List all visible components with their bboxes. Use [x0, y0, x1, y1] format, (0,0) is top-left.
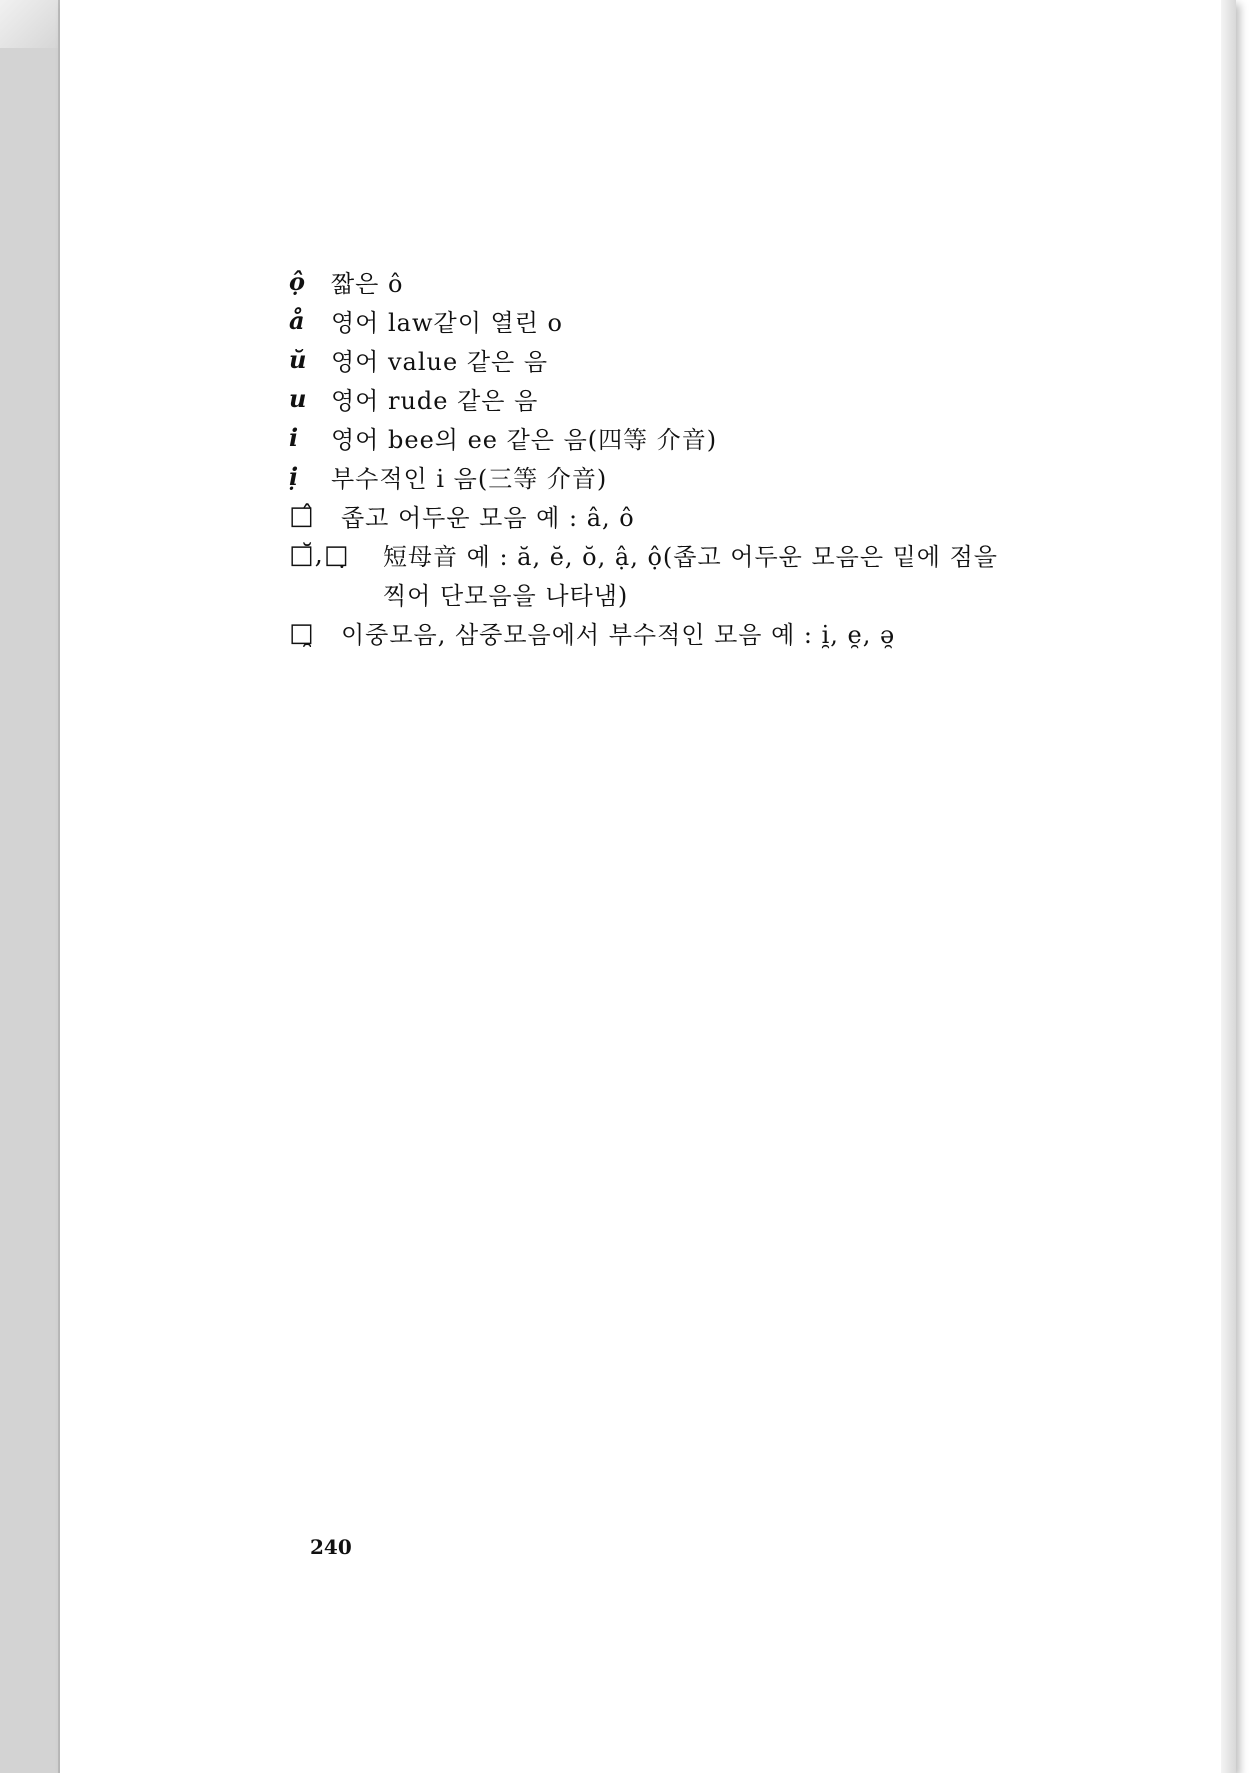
spine-top-bevel: [0, 0, 58, 48]
legend-row: [289, 613, 1189, 652]
legend-description-continuation: 찍어 단모음을 나타냄): [383, 582, 629, 610]
legend-description: 부수적인 i 음(三等 介音): [331, 465, 608, 493]
legend-description: 이중모음, 삼중모음에서 부수적인 모음 예 : i̯, e̯, ə̯: [341, 621, 896, 649]
legend-row: [289, 418, 1189, 457]
legend-description: 영어 value 같은 음: [331, 348, 549, 376]
legend-row: [289, 340, 1189, 379]
legend-description: 영어 rude 같은 음: [331, 387, 539, 415]
page-number: 240: [310, 1535, 352, 1559]
legend-row: [289, 262, 1189, 301]
legend-symbol: □̂: [289, 500, 315, 531]
legend-symbol: å: [289, 306, 306, 335]
legend-symbol: □̯: [289, 617, 315, 648]
legend-description: 영어 bee의 ee 같은 음(四等 介音): [331, 426, 718, 454]
legend-row: [289, 457, 1189, 496]
legend-symbol: □̆,□̣: [289, 539, 350, 570]
legend-description: 짧은 ô: [331, 270, 404, 298]
legend-symbol: ŭ: [289, 345, 308, 374]
page-edge-shadow: [1221, 0, 1236, 1773]
legend-row: [289, 535, 1189, 574]
legend-continuation: [289, 574, 1189, 613]
phonetic-legend: [289, 262, 1189, 652]
legend-symbol: ộ: [289, 267, 307, 296]
legend-symbol: i: [289, 423, 300, 452]
legend-symbol: ị: [289, 462, 300, 491]
legend-description: 영어 law같이 열린 o: [331, 309, 563, 337]
legend-description: 短母音 예 : ă, ĕ, ŏ, ậ, ộ(좁고 어두운 모음은 밑에 점을: [383, 543, 998, 571]
book-spine: [0, 0, 60, 1773]
legend-row: [289, 379, 1189, 418]
legend-row: [289, 301, 1189, 340]
legend-symbol: u: [289, 384, 308, 413]
legend-row: [289, 496, 1189, 535]
legend-description: 좁고 어두운 모음 예 : â, ô: [341, 504, 635, 532]
